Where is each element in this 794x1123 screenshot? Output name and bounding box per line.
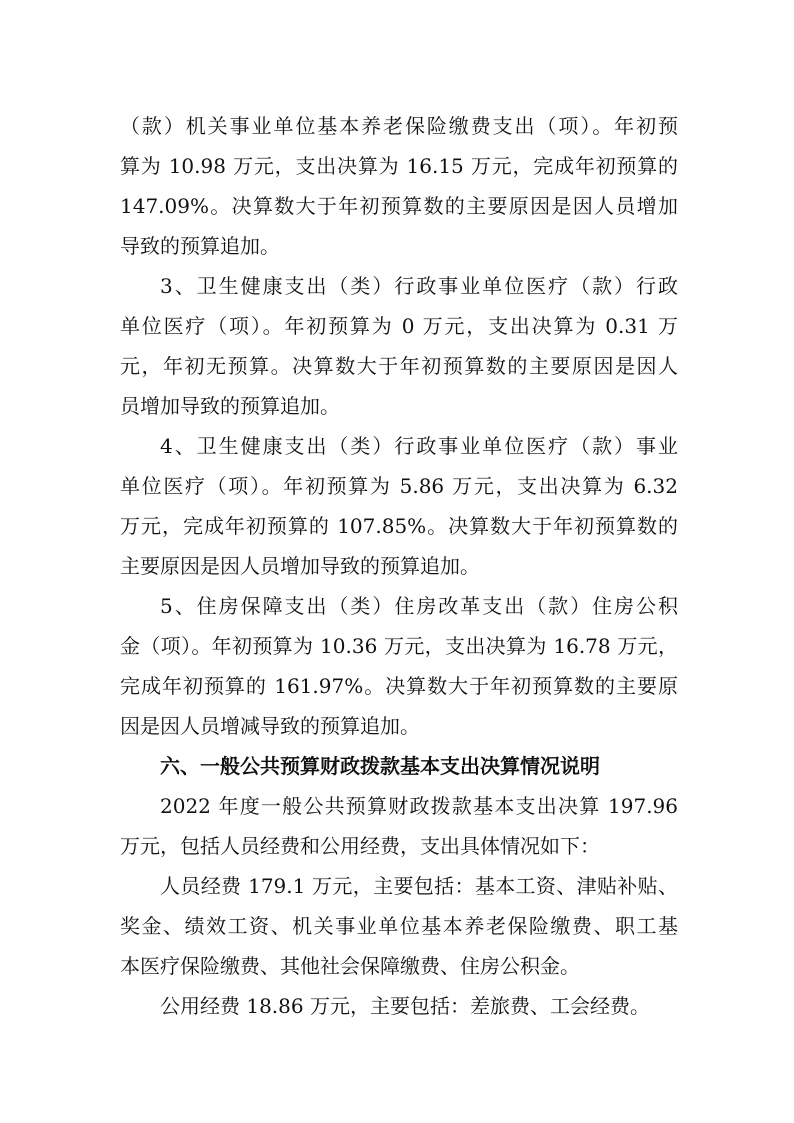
text-line: （款）机关事业单位基本养老保险缴费支出（项）。年初预 xyxy=(120,114,678,138)
text-line: 人员经费 179.1 万元，主要包括：基本工资、津贴补贴、 xyxy=(160,874,678,898)
text-line: 单位医疗（项）。年初预算为 0 万元，支出决算为 0.31 万 xyxy=(120,314,678,338)
paragraph-item-4 xyxy=(120,426,678,586)
text-line: 奖金、绩效工资、机关事业单位基本养老保险缴费、职工基 xyxy=(120,914,678,938)
document-body xyxy=(120,106,678,1026)
section-heading: 六、一般公共预算财政拨款基本支出决算情况说明 xyxy=(160,754,600,778)
text-line: 单位医疗（项）。年初预算为 5.86 万元，支出决算为 6.32 xyxy=(120,474,678,498)
paragraph-item-5 xyxy=(120,586,678,746)
text-line: 本医疗保险缴费、其他社会保障缴费、住房公积金。 xyxy=(120,954,580,978)
text-line: 完成年初预算的 161.97%。决算数大于年初预算数的主要原 xyxy=(120,674,678,698)
text-line: 金（项）。年初预算为 10.36 万元，支出决算为 16.78 万元， xyxy=(120,634,678,658)
paragraph-item-3 xyxy=(120,266,678,426)
text-line: 万元，完成年初预算的 107.85%。决算数大于年初预算数的 xyxy=(120,514,678,538)
text-line: 元，年初无预算。决算数大于年初预算数的主要原因是因人 xyxy=(120,354,678,378)
text-line: 3、卫生健康支出（类）行政事业单位医疗（款）行政 xyxy=(160,274,678,298)
paragraph-personnel xyxy=(120,866,678,986)
text-line: 5、住房保障支出（类）住房改革支出（款）住房公积 xyxy=(160,594,678,618)
text-line: 主要原因是因人员增加导致的预算追加。 xyxy=(120,554,480,578)
text-line: 147.09%。决算数大于年初预算数的主要原因是因人员增加 xyxy=(120,194,678,218)
text-line: 算为 10.98 万元，支出决算为 16.15 万元，完成年初预算的 xyxy=(120,154,678,178)
text-line: 万元，包括人员经费和公用经费，支出具体情况如下： xyxy=(120,834,600,858)
text-line: 2022 年度一般公共预算财政拨款基本支出决算 197.96 xyxy=(160,794,678,818)
paragraph-public xyxy=(120,986,678,1026)
text-line: 导致的预算追加。 xyxy=(120,234,280,258)
text-line: 员增加导致的预算追加。 xyxy=(120,394,340,418)
paragraph-pension-tail xyxy=(120,106,678,266)
text-line: 4、卫生健康支出（类）行政事业单位医疗（款）事业 xyxy=(160,434,678,458)
text-line: 因是因人员增减导致的预算追加。 xyxy=(120,714,420,738)
paragraph-summary xyxy=(120,786,678,866)
text-line: 公用经费 18.86 万元，主要包括：差旅费、工会经费。 xyxy=(160,994,650,1018)
